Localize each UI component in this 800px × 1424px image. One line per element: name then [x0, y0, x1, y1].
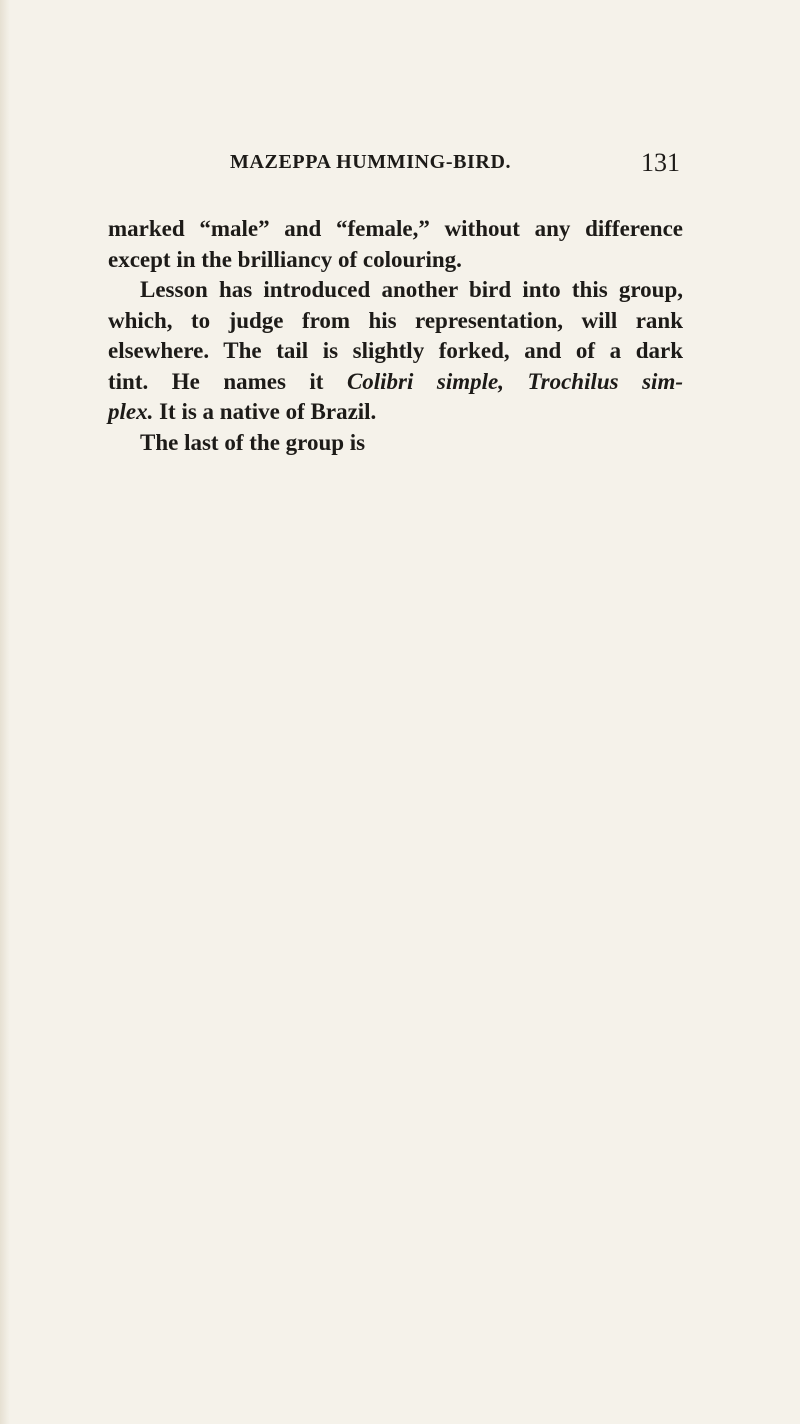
text-run-plain: tint. He names it [108, 368, 347, 394]
text-line-4: which, to judge from his representation, will rank [108, 307, 683, 333]
text-run-italic-colibri: Colibri simple, [346, 368, 504, 394]
text-line-2: except in the brilliancy of colouring. [108, 246, 462, 272]
text-run-space [504, 369, 527, 394]
text-line-6 [108, 367, 683, 398]
running-head [230, 148, 680, 184]
text-line-1: marked “male” and “female,” without any difference [108, 216, 683, 241]
text-line-3: Lesson has introduced another bird into this group, [140, 277, 683, 302]
body-text [108, 214, 683, 458]
page-number: 131 [641, 148, 680, 177]
running-title: MAZEPPA HUMMING-BIRD. [230, 151, 512, 173]
text-line-7 [108, 397, 683, 428]
text-run-italic-plex: plex. [108, 399, 154, 424]
page-edge-shadow [0, 0, 10, 1424]
text-line-8: The last of the group is [140, 429, 366, 455]
text-line-5: elsewhere. The tail is slightly forked, and of a dark [108, 338, 683, 363]
text-run-plain-brazil: It is a native of Brazil. [153, 399, 377, 424]
text-run-italic-trochilus: Trochilus sim- [527, 368, 683, 394]
